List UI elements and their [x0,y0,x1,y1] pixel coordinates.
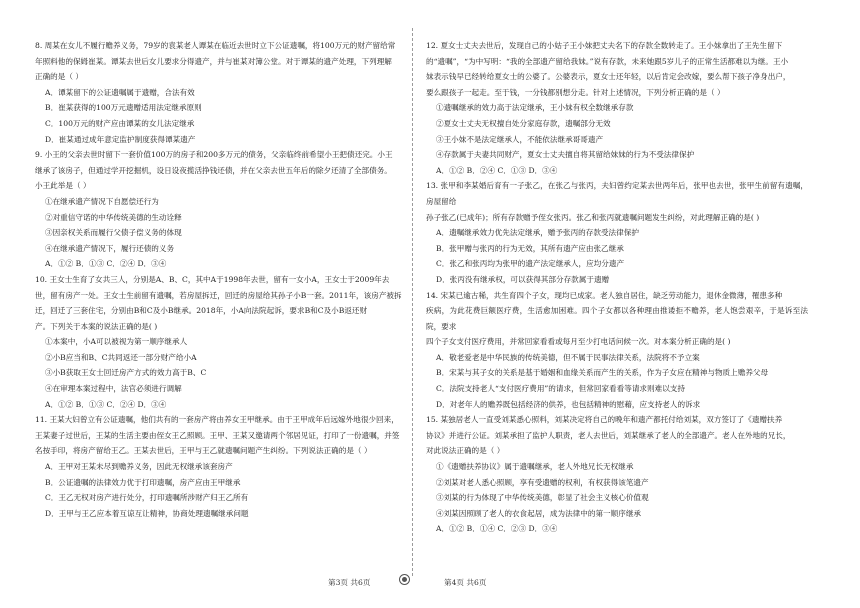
left-line: 名按手印，将房产留给王乙。王某去世后，王甲与王乙就遗嘱问题产生纠纷。下列说法正确的是（ ） [35,446,372,456]
column-divider [412,28,413,576]
left-line: 9. 小王的父亲去世时留下一套价值100万的房子和200多万元的债务，父亲临终前希望小王把债还完。小王 [35,150,393,160]
right-line: ④存款属于夫妻共同财产，夏女士丈夫擅自将其留给妹妹的行为不受法律保护 [436,150,695,160]
left-line: 产。下列关于本案的说法正确的是( ) [35,321,158,331]
left-line: 年照料他的保姆崔某。谭某去世后女儿要求分得遗产，并与崔某对簿公堂。对于谭某的遗产处理，下列理解 [35,56,392,66]
right-line: ②夏女士丈夫无权擅自处分家庭存款，遗嘱部分无效 [436,118,611,128]
right-line: B．宋某与其子女的关系是基于婚姻和血缘关系而产生的关系，作为子女应在精神与物质上赡养父母 [436,368,769,378]
left-line: A．①② B．①③ C．②④ D．③④ [45,259,167,269]
left-line: A．①② B．①③ C．②④ D．③④ [45,399,167,409]
left-line: A．谭某留下的公证遗嘱属于遗赠，合法有效 [45,87,195,97]
right-line: ④刘某因照顾了老人的衣食起居，成为法律中的第一顺序继承 [436,508,642,518]
right-column [426,38,808,537]
left-line: 11. 王某大妇曾立有公证遗嘱，他们共有的一套房产将由养女王甲继承。由于王甲成年后远嫁外地很少回来， [35,415,399,425]
left-line: 继承了该房子，但通过学开挖掘机，设日设夜揽活挣钱还债，并在父亲去世五年后的除夕还清了全部债务。 [35,165,392,175]
left-line: 小王此举是（ ） [35,181,91,191]
left-line: ①在继承遗产情况下自愿偿还行为 [45,196,159,206]
page-number-left: 第3页 共6页 [328,578,371,587]
left-line: B．公证遗嘱的法律效力优于打印遗嘱，房产应由王甲继承 [45,477,241,487]
left-line: ④在继承遗产情况下，履行还债的义务 [45,243,175,253]
left-line: 8. 周某在女儿不履行赡养义务，79岁的袁某老人谭某在临近去世时立下公证遗嘱，将100万元的财产留给常 [35,41,396,50]
left-line: 世，留有房产一处。王女士生前留有遗嘱，若房屋拆迁，回迁的房屋给其孙子小B一套。2011年，该房产被拆 [35,290,402,300]
left-line: D．王甲与王乙应本着互谅互让精神，协商处理遗嘱继承问题 [45,508,249,518]
right-line: C．法院支持老人“支付医疗费用”的请求，但常回家看看等请求则难以支持 [436,384,685,394]
right-line: A．遗嘱继承效力优先法定继承，赠予张丙的存款受法律保护 [436,228,639,238]
binding-mark-icon [399,574,410,585]
right-line: D．对老年人的赡养既包括经济的供养，也包括精神的慰藉，应支持老人的诉求 [436,399,701,409]
left-line: 王某妻子过世后，王某的生活主要由侄女王乙照顾。王甲、王某又邀请两个邻居见证，打印了一份遗嘱，并签 [35,430,400,440]
right-line: B．张甲赠与张丙的行为无效，其所有遗产应由张乙继承 [436,243,624,253]
left-line: C．100万元的财产应由谭某的女儿法定继承 [45,118,195,128]
left-line: B．崔某获得的100万元遗赠适用法定继承原则 [45,103,202,113]
left-line: ②对重信守诺的中华传统美德的生动诠释 [45,212,182,222]
right-line: ①遗嘱继承的效力高于法定继承，王小妹有权全数继承存款 [436,103,634,113]
page-number-right: 第4页 共6页 [444,578,487,587]
left-line: ①本案中，小A可以被视为第一顺序继承人 [45,337,188,347]
left-line: D．崔某通过成年意定监护制度获得谭某遗产 [45,134,196,144]
right-line: ②刘某对老人悉心照顾，享有受遗赠的权利，有权获得该笔遗产 [436,477,649,487]
right-line: C．张乙和张丙均为张甲的遗产法定继承人，应均分遗产 [436,259,625,269]
left-line: ②小B应当和B、C共同返还一部分财产给小A [45,352,197,362]
right-line: A．①② B．②④ C．①③ D．③④ [436,165,558,175]
right-line: A．①② B．①④ C．②③ D．③④ [436,524,558,534]
right-line: 15. 某独居老人一直受刘某悉心照料，刘某决定将自己的晚年和遗产都托付给刘某，双方签订了《遗赠扶养 [426,415,783,425]
left-line: 迁，回迁了三套住宅，分别由B和C及小B继承。2018年，小A向法院起诉，要求B和C及小B返还财 [35,306,368,316]
left-line: A．王甲对王某未尽到赡养义务，因此无权继承该套房产 [45,462,233,472]
left-line: 10. 王女士生育了女共三人，分别是A、B、C，其中A于1998年去世，留有一女小A，王女士于2009年去 [35,274,390,284]
right-line: 四个子女支付医疗费用，并常回家看看或每月至少打电话问候一次。对本案分析正确的是( ) [426,337,731,347]
right-line: ③王小妹不是法定继承人，不能依法继承哥哥遗产 [436,134,604,144]
left-line: ③小B获取王女士回迁房产方式的效力高于B、C [45,368,207,378]
right-line: 协议》并进行公证。刘某承担了监护人职责，老人去世后，刘某继承了老人的全部遗产。老人在外地的兄长， [426,430,791,440]
right-line: 要么跟孩子一起走。至于钱，一分钱都别想分走。针对上述情况，下列分析正确的是（ ） [426,87,725,97]
right-line: A．敬老爱老是中华民族的传统美德，但不属于民事法律关系，法院将不予立案 [436,352,700,362]
right-line: 孙子张乙(已成年)；所有存款赠予侄女张丙。张乙和张丙就遗嘱问题发生纠纷，对此理解正确的是( ) [426,212,760,222]
left-line: 正确的是（ ） [35,72,83,82]
right-line: 对此说法正确的是（ ） [426,446,505,456]
right-line: 妹表示钱早已经转给夏女士的公婆了。公婆表示，夏女士还年轻，以后肯定会改嫁，要么帮下孩子净身出户， [426,72,791,82]
left-column [35,38,417,521]
right-line: ③刘某的行为体现了中华传统美德，彰显了社会主义核心价值观 [436,493,649,503]
right-line: D．张丙没有继承权，可以获得其部分存款属于遗赠 [436,274,610,284]
right-line: 疾病，为此花费巨额医疗费，生活愈加困难。四个子女都以各种理由推诿拒不赡养，老人饱尝艰辛，于是诉至法院，要求 [426,306,808,331]
right-line: 的“遗嘱”，“为中写明：“我的全部遗产留给我妹。”说有存款，未来她跟5岁儿子的正常生活都难以为继。王小 [426,56,789,66]
left-line: ④在审理本案过程中，法官必须进行调解 [45,384,182,394]
right-line: 12. 夏女士丈夫去世后，发现自己的小姑子王小妹把丈夫名下的存款全数转走了。王小妹拿出了王先生留下 [426,41,783,50]
right-line: ①《遗赠扶养协议》属于遗嘱继承，老人外地兄长无权继承 [436,462,634,472]
right-line: 13. 张甲和李某婚后育有一子张乙，在张乙与张丙，夫妇曾约定某去世两年后，张甲也去世，张甲生前留有遗嘱，房屋留给 [426,181,808,206]
left-line: C．王乙无权对房产进行处分，打印遗嘱所涉财产归王乙所有 [45,493,249,503]
right-line: 14. 宋某已逾古稀，共生育四个子女，现均已成家。老人独自居住，缺乏劳动能力，退休金微薄，罹患多种 [426,290,783,300]
left-line: ③因亲权关系而履行父债子偿义务的体现 [45,228,182,238]
